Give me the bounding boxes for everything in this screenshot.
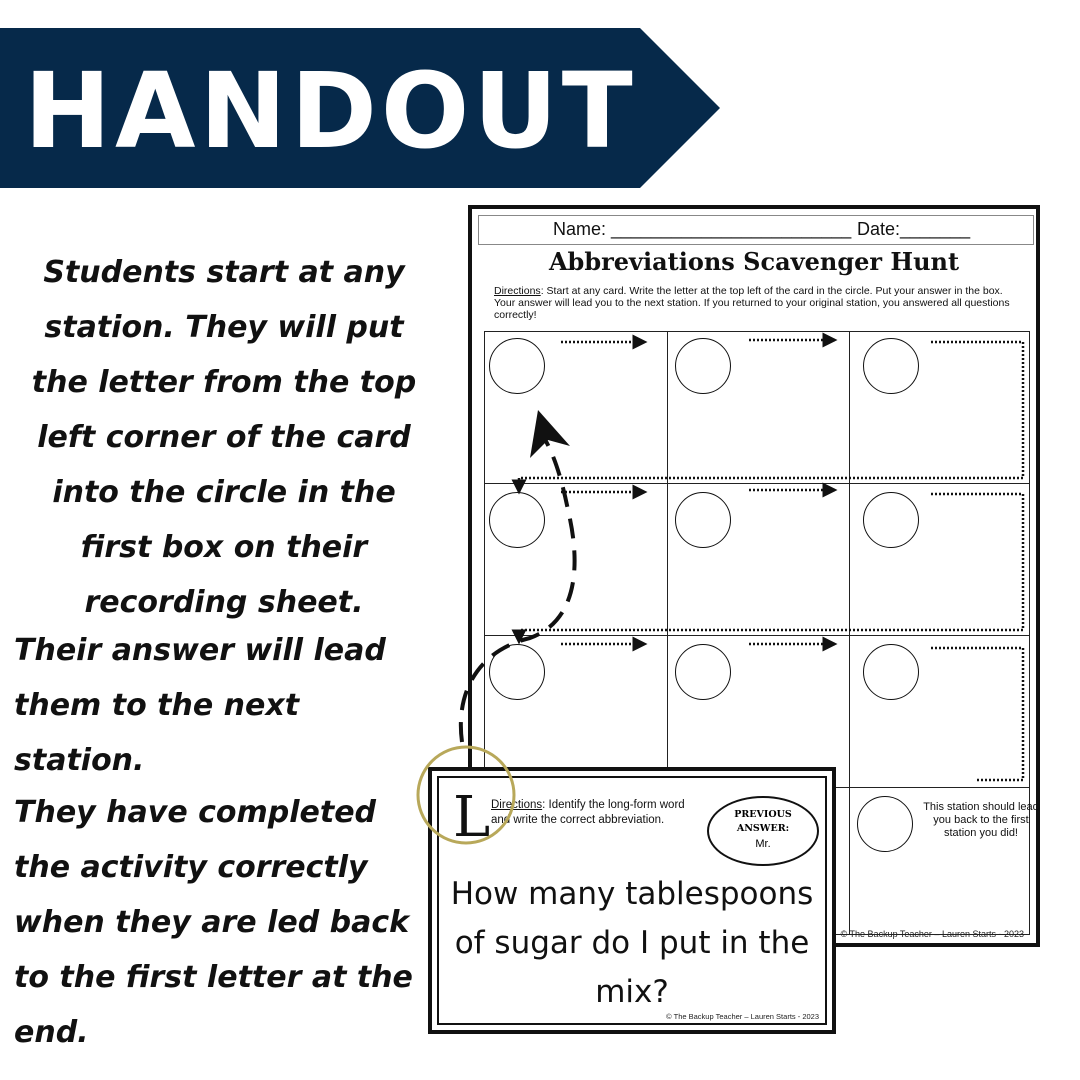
previous-answer-oval <box>707 796 819 866</box>
sheet-title: Abbreviations Scavenger Hunt <box>548 247 960 276</box>
name-field-label: Name: ________________________ <box>553 219 852 239</box>
banner-title: HANDOUT <box>24 50 637 172</box>
explanation-paragraph-1: Students start at any station. They will put the letter from the top left corner of the card into the circle in the first box on their recording sheet. <box>31 255 417 620</box>
name-date-row <box>478 215 1034 245</box>
card-directions-text: : Identify the long-form word and write the correct abbreviation. <box>491 799 685 826</box>
sheet-directions-label: Directions <box>494 285 541 297</box>
card-directions <box>491 798 701 828</box>
previous-answer-label: PREVIOUS ANSWER: <box>734 809 792 834</box>
sheet-credit: © The Backup Teacher – Lauren Starts - 2023 <box>840 929 1024 939</box>
card-question: How many tablespoons of sugar do I put in the mix? <box>450 876 814 1010</box>
card-directions-label: Directions <box>491 799 543 811</box>
explanation-paragraph-3: They have completed the activity correctly when they are led back to the first letter at the end. <box>14 795 413 1050</box>
sheet-directions-text: : Start at any card. Write the letter at the top left of the card in the circle. Put your answer in the box. Your answer will lead you to the next station. If you returned to your original station, you answered all questions correctly! <box>494 285 1010 321</box>
handout-banner <box>0 28 720 188</box>
card-credit: © The Backup Teacher – Lauren Starts - 2023 <box>666 1012 819 1021</box>
station-card-border <box>437 776 827 1025</box>
explanation-paragraph-2: Their answer will lead them to the next station. <box>14 633 386 778</box>
final-station-note: This station should lead you back to the first station you did! <box>923 801 1039 839</box>
station-card <box>428 767 836 1034</box>
card-letter: L <box>453 785 491 850</box>
date-field-label: Date:_______ <box>857 219 971 239</box>
previous-answer-value: Mr. <box>755 838 771 850</box>
sheet-directions <box>494 285 1024 321</box>
